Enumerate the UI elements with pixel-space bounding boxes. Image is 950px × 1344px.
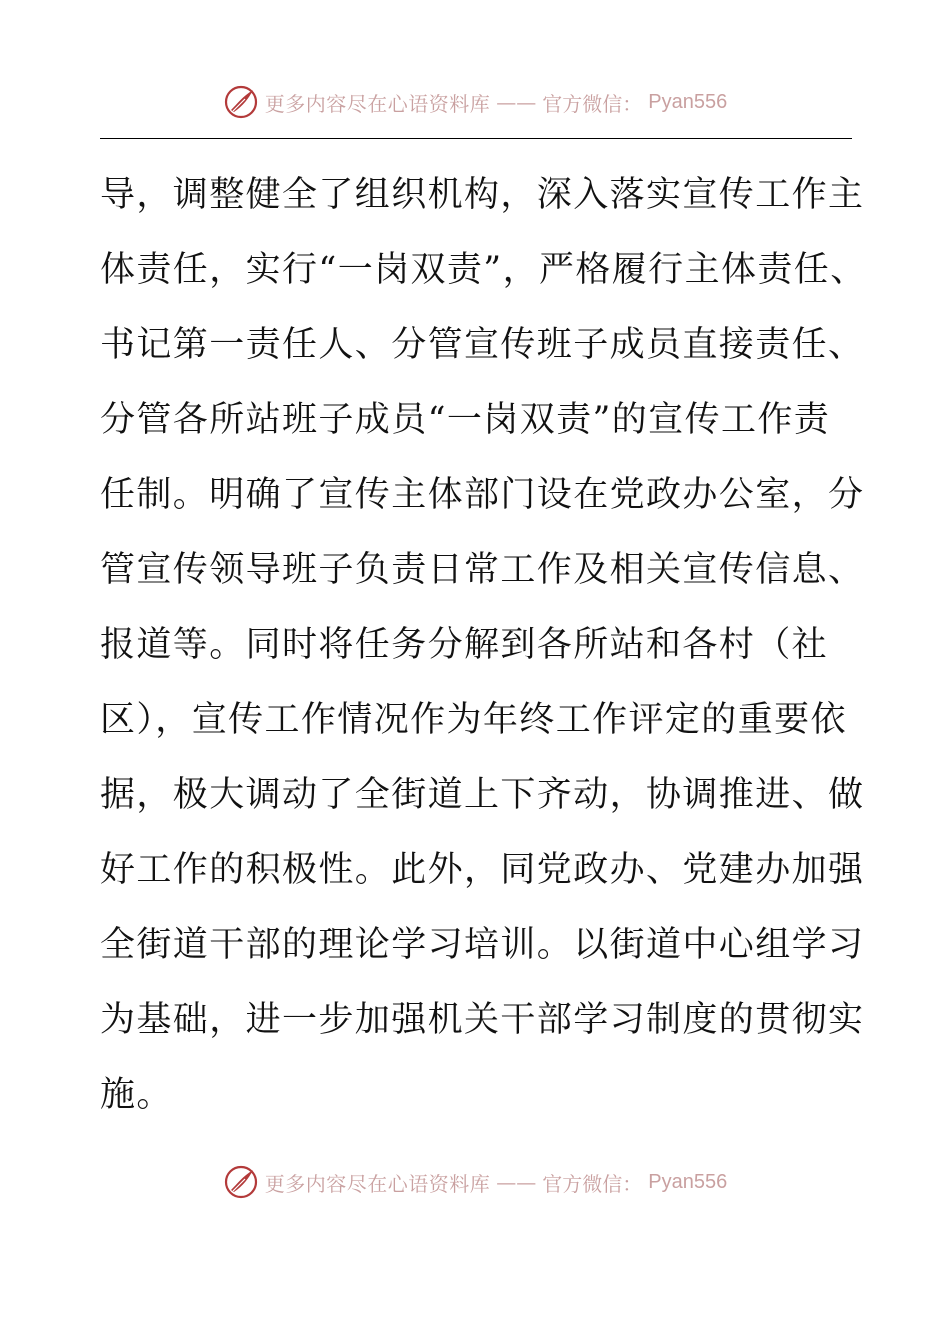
text-line: 管宣传领导班子负责日常工作及相关宣传信息、 [100, 550, 865, 590]
text-line: 全街道干部的理论学习培训。以街道中心组学习 [100, 925, 865, 965]
header-banner [0, 82, 950, 122]
text-line: 任制。明确了宣传主体部门设在党政办公室，分 [100, 475, 865, 515]
footer-wechat-id: Pyan556 [648, 1170, 728, 1193]
text-line: 好工作的积极性。此外，同党政办、党建办加强 [100, 850, 865, 890]
body-paragraph [100, 158, 867, 1133]
quill-logo-icon [223, 1164, 259, 1200]
header-wechat-id: Pyan556 [648, 90, 728, 113]
text-line: 体责任，实行“一岗双责”，严格履行主体责任、 [100, 250, 867, 290]
text-line: 书记第一责任人、分管宣传班子成员直接责任、 [100, 325, 865, 365]
text-line: 报道等。同时将任务分解到各所站和各村（社 [100, 625, 829, 665]
footer-banner-separator: —— [496, 1170, 537, 1194]
text-line: 据，极大调动了全街道上下齐动，协调推进、做 [100, 775, 865, 815]
text-line: 施。 [100, 1075, 173, 1115]
header-divider [100, 138, 852, 139]
text-line: 分管各所站班子成员“一岗双责”的宣传工作责 [100, 400, 831, 440]
footer-wechat-label: 官方微信： [542, 1171, 643, 1196]
text-line: 区），宣传工作情况作为年终工作评定的重要依 [100, 700, 847, 740]
text-line: 为基础，进一步加强机关干部学习制度的贯彻实 [100, 1000, 865, 1040]
footer-banner [0, 1162, 950, 1202]
footer-banner-text: 更多内容尽在心语资料库 [264, 1171, 491, 1196]
text-line: 导，调整健全了组织机构，深入落实宣传工作主 [100, 175, 865, 215]
header-banner-separator: —— [496, 90, 537, 114]
header-wechat-label: 官方微信： [542, 91, 643, 116]
quill-logo-icon [223, 84, 259, 120]
header-banner-text: 更多内容尽在心语资料库 [264, 91, 491, 116]
